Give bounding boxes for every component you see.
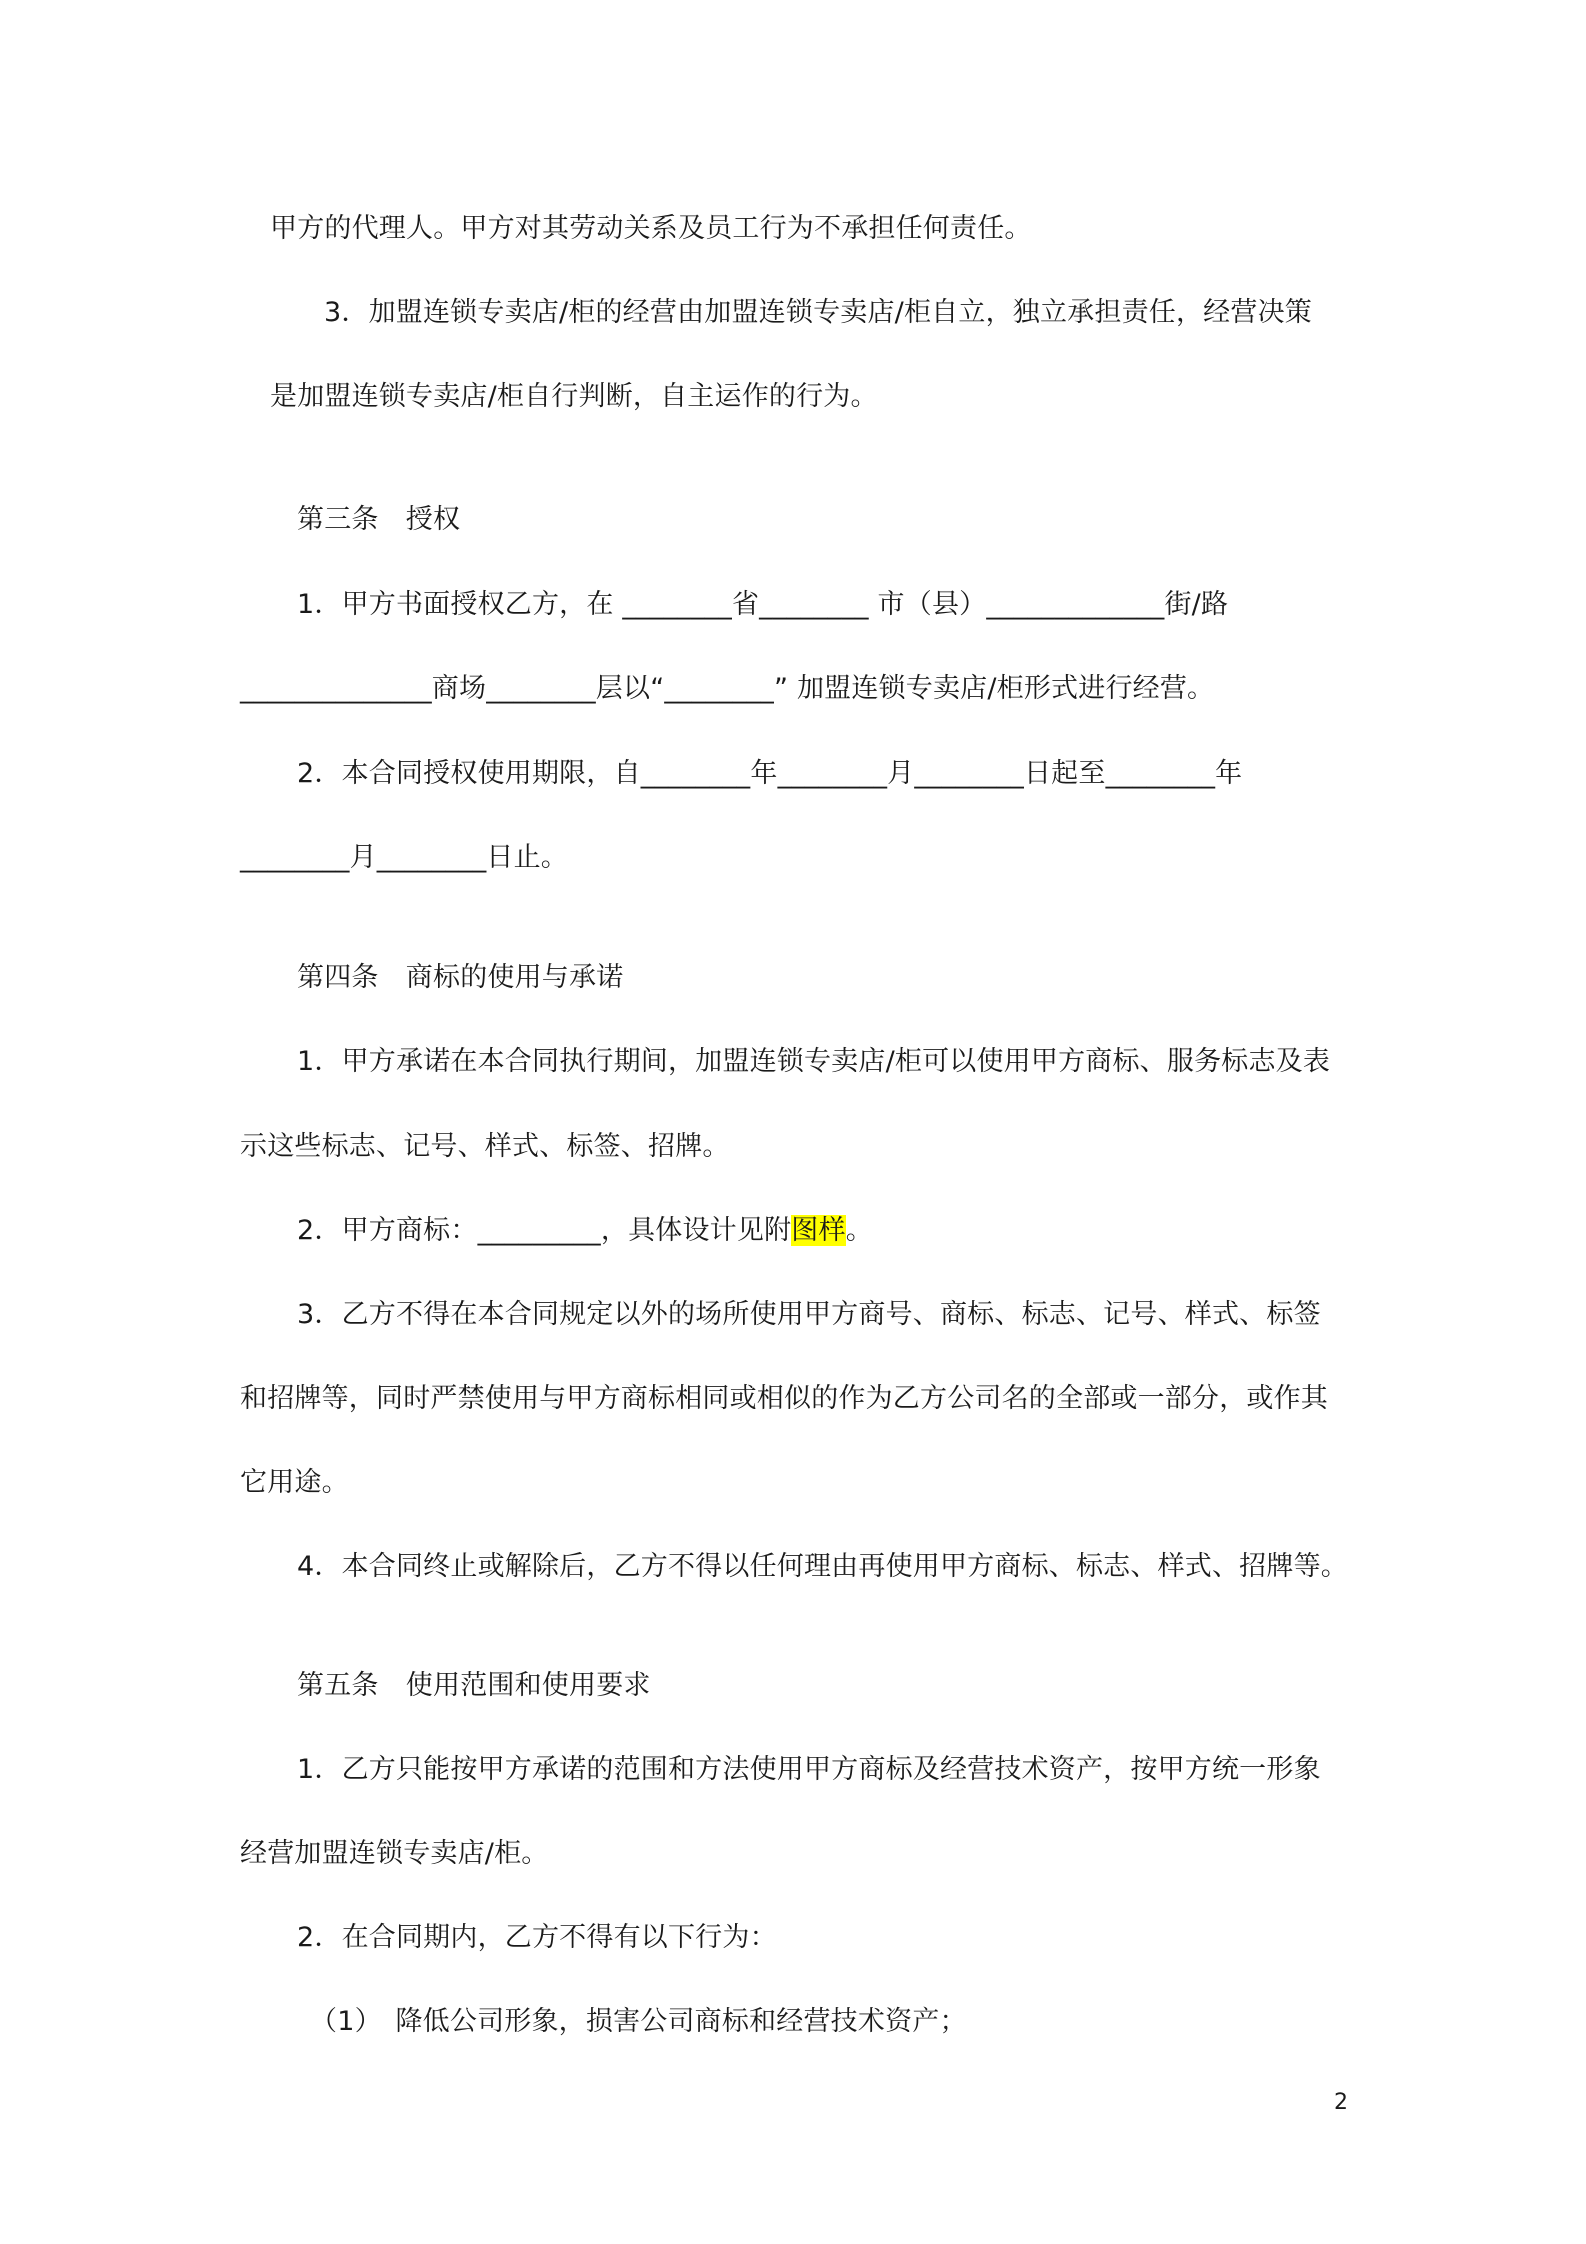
paragraph-line: 4．本合同终止或解除后，乙方不得以任何理由再使用甲方商标、标志、样式、招牌等。 <box>297 1551 1348 1582</box>
section-heading: 第五条 使用范围和使用要求 <box>297 1670 651 1701</box>
paragraph-line: 1．甲方书面授权乙方，在 ________省________ 市（县）_____________街/路 <box>297 589 1229 620</box>
paragraph-line <box>297 1211 873 1251</box>
section-heading: 第三条 授权 <box>297 504 461 535</box>
paragraph-line: ________月________日止。 <box>240 842 568 873</box>
paragraph-line: 是加盟连锁专卖店/柜自行判断，自主运作的行为。 <box>270 381 878 412</box>
paragraph-line: 2．本合同授权使用期限，自________年________月________日起至________年 <box>297 758 1243 789</box>
paragraph-line: 1．甲方承诺在本合同执行期间，加盟连锁专卖店/柜可以使用甲方商标、服务标志及表 <box>297 1046 1331 1077</box>
paragraph-line: 2．在合同期内，乙方不得有以下行为： <box>297 1922 777 1953</box>
paragraph-line: 3．乙方不得在本合同规定以外的场所使用甲方商号、商标、标志、记号、样式、标签 <box>297 1299 1321 1330</box>
paragraph-line: 1．乙方只能按甲方承诺的范围和方法使用甲方商标及经营技术资产，按甲方统一形象 <box>297 1754 1321 1785</box>
paragraph-line: 它用途。 <box>240 1467 349 1498</box>
section-heading: 第四条 商标的使用与承诺 <box>297 962 624 993</box>
paragraph-line: 示这些标志、记号、样式、标签、招牌。 <box>240 1131 730 1162</box>
paragraph-line: （1） 降低公司形象，损害公司商标和经营技术资产； <box>310 2006 967 2037</box>
highlighted-text: 图样 <box>791 1215 846 1246</box>
paragraph-line: 和招牌等，同时严禁使用与甲方商标相同或相似的作为乙方公司名的全部或一部分，或作其 <box>240 1383 1328 1414</box>
page-number: 2 <box>1334 2090 1348 2115</box>
paragraph-line: ______________商场________层以“________” 加盟连锁专卖店/柜形式进行经营。 <box>240 673 1215 704</box>
paragraph-line: 经营加盟连锁专卖店/柜。 <box>240 1838 549 1869</box>
paragraph-line: 甲方的代理人。甲方对其劳动关系及员工行为不承担任何责任。 <box>270 213 1032 244</box>
paragraph-text: 2．甲方商标：_________，具体设计见附 <box>297 1215 792 1246</box>
paragraph-text: 。 <box>845 1215 873 1246</box>
paragraph-line: 3．加盟连锁专卖店/柜的经营由加盟连锁专卖店/柜自立，独立承担责任，经营决策 <box>324 297 1312 328</box>
